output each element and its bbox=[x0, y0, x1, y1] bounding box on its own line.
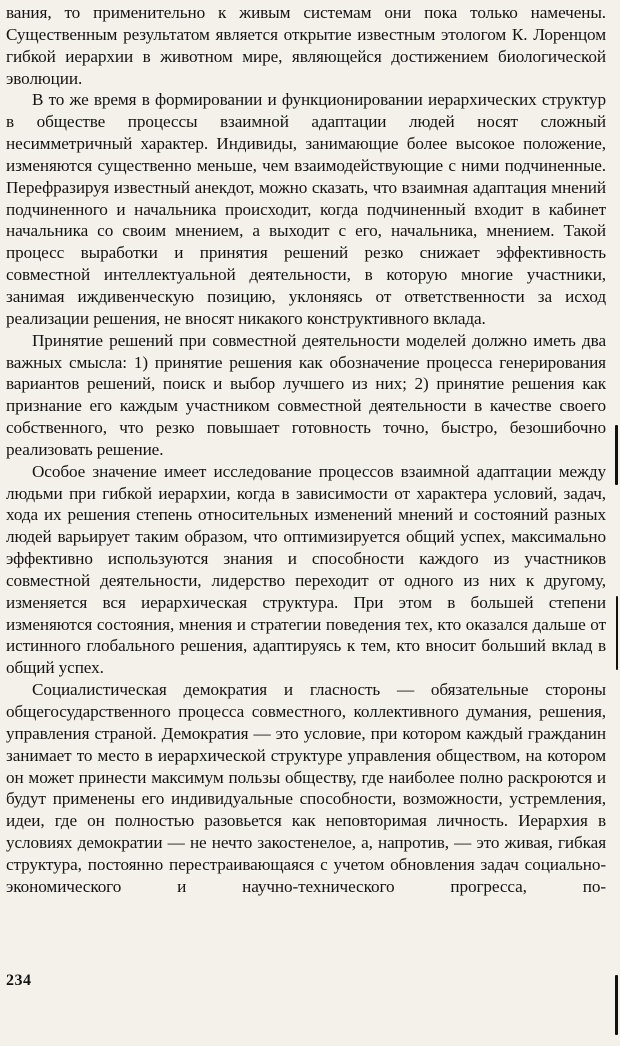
paragraph-asymmetric-adaptation: В то же время в формировании и функционировании иерархических структур в обществе процессы взаимной адаптации людей носят сложный несимметричный характер. Индивиды, занимающие более высокое положение, изменяются существенно меньше, чем взаимодействующие с ними подчиненные. Перефразируя известный анекдот, можно сказать, что взаимная адаптация мнений подчиненного и начальника происходит, когда подчиненный входит в кабинет начальника со своим мнением, а выходит с его, начальника, мнением. Такой процесс выработки и принятия решений резко снижает эффективность совместной интеллектуальной деятельности, в которую многие участники, занимая иждивенческую позицию, уклоняясь от ответственности за исход реализации решения, не вносят никакого конструктивного вклада. bbox=[6, 90, 606, 328]
margin-mark bbox=[615, 975, 618, 1035]
margin-mark bbox=[615, 425, 618, 485]
margin-mark bbox=[616, 596, 618, 670]
paragraph-flexible-hierarchy: Особое значение имеет исследование процессов взаимной адаптации между людьми при гибкой иерархии, когда в зависимости от характера условий, задач, хода их решения степень относительных изменений мнений и состояний разных людей варьирует таким образом, что оптимизируется общий успех, максимально эффективно используются знания и способности каждого из участников совместной деятельности, лидерство переходит от одного из них к другому, изменяется вся иерархическая структура. При этом в большей степени изменяются состояния, мнения и стратегии поведения тех, кто оказался дальше от истинного глобального решения, адаптируясь к тем, кто вносит больший вклад в общий успех. bbox=[6, 461, 606, 678]
paragraph-decision-making: Принятие решений при совместной деятельности моделей должно иметь два важных смысла: 1) принятие решения как обозначение процесса генерирования вариантов решений, поиск и выбор лучшего из них; 2) принятие решения как признание его каждым участником совместной деятельности в качестве своего собственного, что резко повышает готовность точно, быстро, безошибочно реализовать решение. bbox=[6, 330, 606, 459]
page-number: 234 bbox=[6, 972, 32, 989]
body-text bbox=[6, 2, 606, 898]
paragraph-democracy: Социалистическая демократия и гласность — обязательные стороны общегосударственного процесса совместного, коллективного думания, решения, управления страной. Демократия — это условие, при котором каждый гражданин занимает то место в иерархической структуре управления обществом, на котором он может принести максимум пользы обществу, где наиболее полно раскроются и будут применены его индивидуальные способности, возможности, устремления, идеи, где он полностью разовьется как неповторимая личность. Иерархия в условиях демократии — не нечто закостенелое, а, напротив, — это живая, гибкая структура, постоянно перестраивающаяся с учетом обновления задач социально-экономического и научно-технического прогресса, по- bbox=[6, 680, 606, 896]
paragraph-continuation: вания, то применительно к живым системам они пока только намечены. Существенным результатом является открытие известным этологом К. Лоренцом гибкой иерархии в животном мире, являющейся достижением биологической эволюции. bbox=[6, 3, 606, 88]
